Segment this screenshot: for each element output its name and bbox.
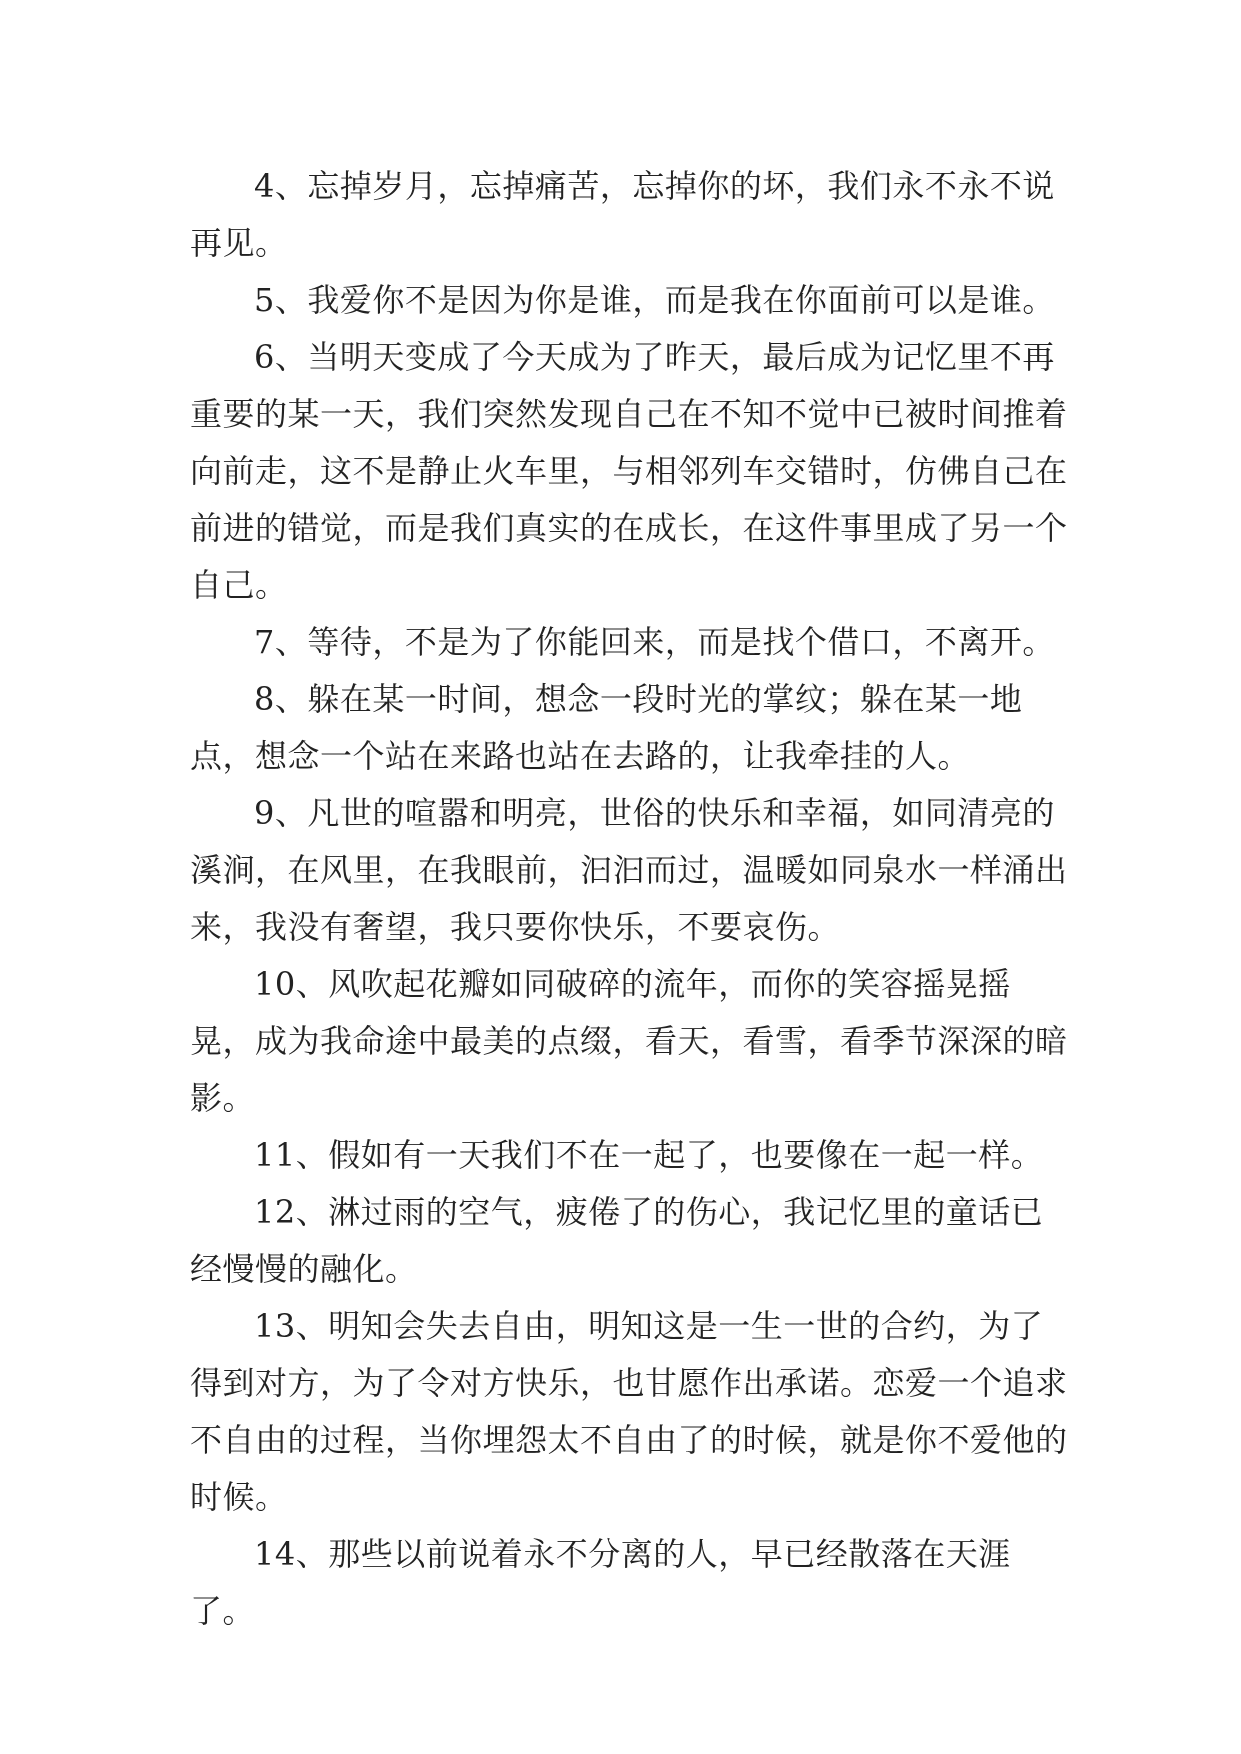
- paragraph-6: 6、当明天变成了今天成为了昨天，最后成为记忆里不再重要的某一天，我们突然发现自己在不知不觉中已被时间推着向前走，这不是静止火车里，与相邻列车交错时，仿佛自己在前进的错觉，而是我们真实的在成长，在这件事里成了另一个自己。: [190, 338, 1068, 604]
- paragraph-14: 14、那些以前说着永不分离的人，早已经散落在天涯了。: [190, 1535, 1011, 1630]
- paragraph-4: 4、忘掉岁月，忘掉痛苦，忘掉你的坏，我们永不永不说再见。: [190, 167, 1055, 262]
- document-body: [190, 158, 1070, 1640]
- paragraph-7: 7、等待，不是为了你能回来，而是找个借口，不离开。: [254, 623, 1055, 661]
- paragraph-10: 10、风吹起花瓣如同破碎的流年，而你的笑容摇晃摇晃，成为我命途中最美的点缀，看天，看雪，看季节深深的暗影。: [190, 965, 1068, 1117]
- paragraph-8: 8、躲在某一时间，想念一段时光的掌纹；躲在某一地点，想念一个站在来路也站在去路的，让我牵挂的人。: [190, 680, 1023, 775]
- paragraph-5: 5、我爱你不是因为你是谁，而是我在你面前可以是谁。: [254, 281, 1055, 319]
- paragraph-11: 11、假如有一天我们不在一起了，也要像在一起一样。: [254, 1136, 1044, 1174]
- paragraph-13: 13、明知会失去自由，明知这是一生一世的合约，为了得到对方，为了令对方快乐，也甘愿作出承诺。恋爱一个追求不自由的过程，当你埋怨太不自由了的时候，就是你不爱他的时候。: [190, 1307, 1068, 1516]
- paragraph-12: 12、淋过雨的空气，疲倦了的伤心，我记忆里的童话已经慢慢的融化。: [190, 1193, 1044, 1288]
- paragraph-9: 9、凡世的喧嚣和明亮，世俗的快乐和幸福，如同清亮的溪涧，在风里，在我眼前，汩汩而过，温暖如同泉水一样涌出来，我没有奢望，我只要你快乐，不要哀伤。: [190, 794, 1068, 946]
